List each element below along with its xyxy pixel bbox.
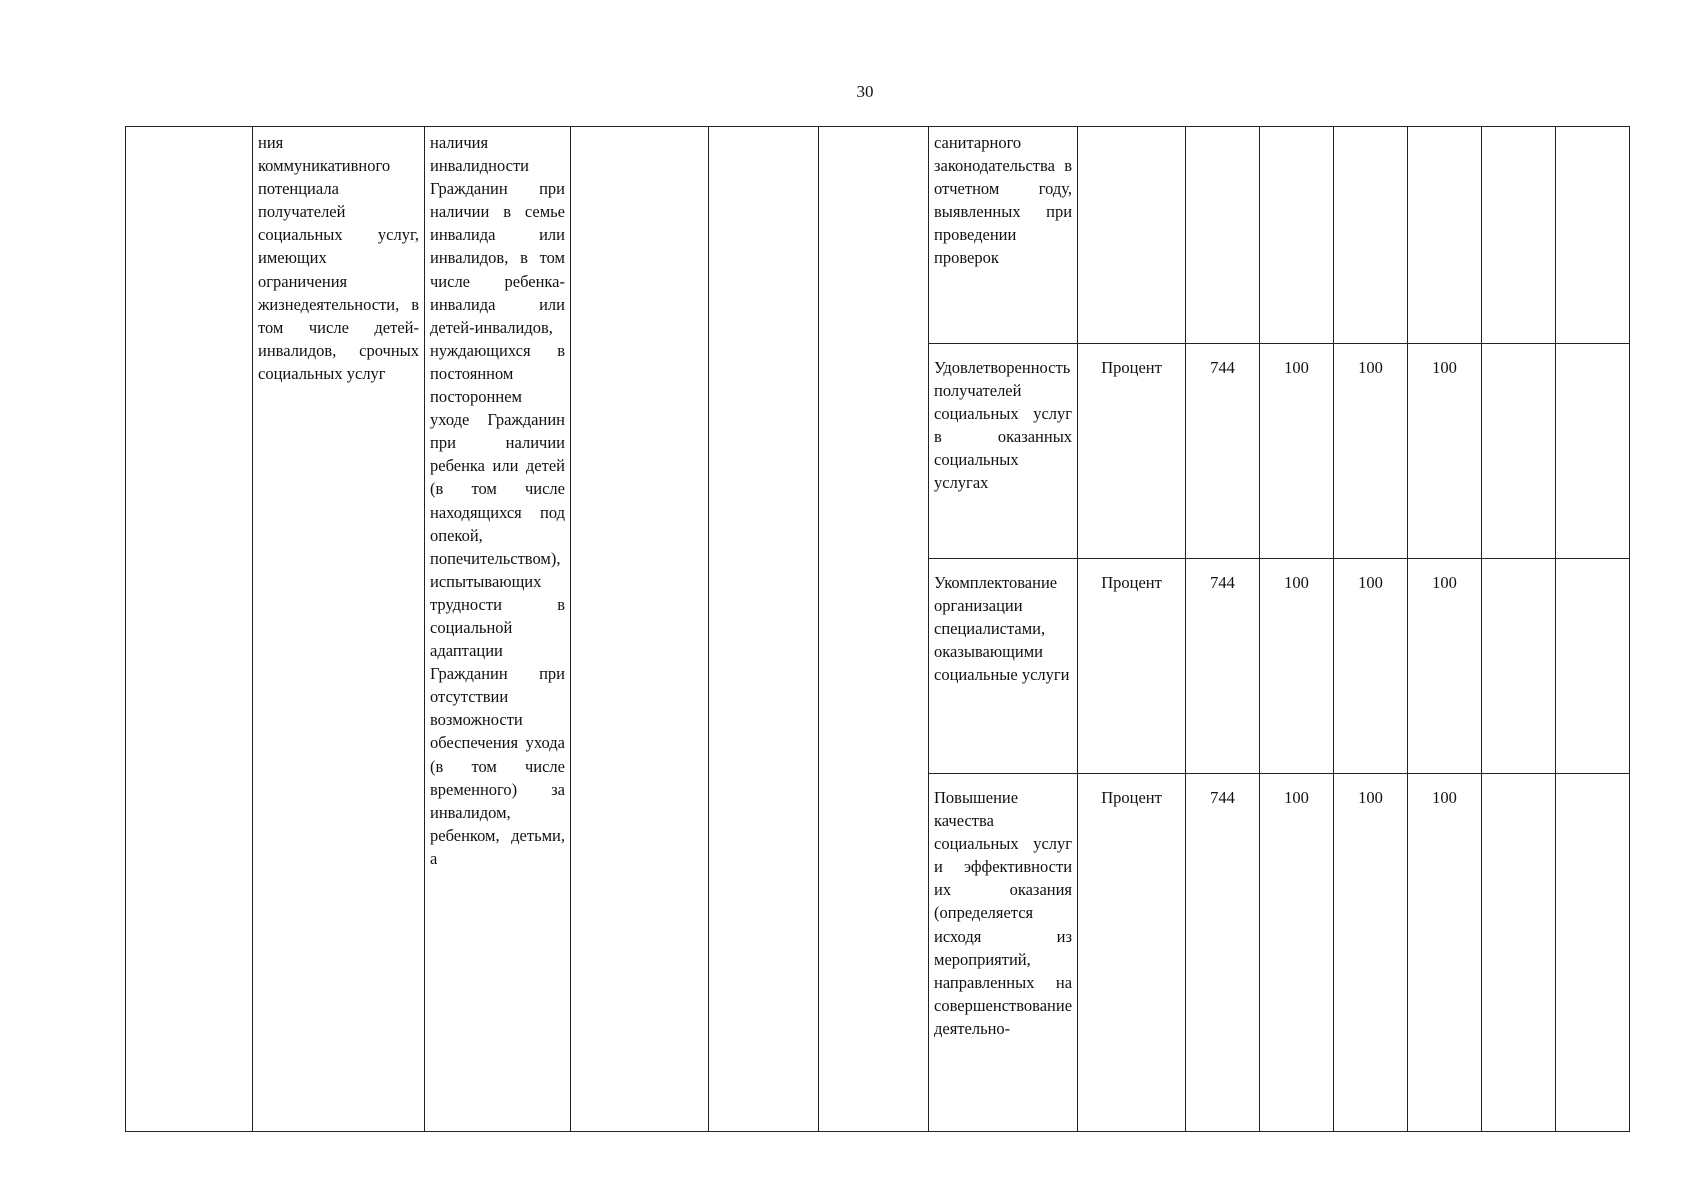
indicator-cell <box>929 344 1078 559</box>
okei-code-cell: 744 <box>1186 559 1260 774</box>
value-year2-cell: 100 <box>1334 559 1408 774</box>
value-year1-cell <box>1260 127 1334 344</box>
value-year3-cell <box>1408 127 1482 344</box>
okei-code-cell: 744 <box>1186 774 1260 1132</box>
deviation-absolute-cell <box>1556 344 1630 559</box>
col1-cell <box>126 127 253 1132</box>
unit-cell: Процент <box>1078 774 1186 1132</box>
deviation-percent-cell <box>1482 127 1556 344</box>
col5-cell <box>709 127 819 1132</box>
indicator-name: санитарного законодательства в отчетном году, выявленных при проведении проверок <box>934 133 1073 268</box>
value-year1-cell: 100 <box>1260 559 1334 774</box>
recipient-category-text: наличия инвалидности Гражданин при наличии в семье инвалида или инвалидов, в том числе ребенка-инвалида или детей-инвалидов, нуждающихся в постоянном постороннем уходе Гражданин при наличии ребенка или детей (в том числе находящихся под опекой, попечительством), испытывающих трудности в социальной адаптации Гражданин при отсутствии возможности обеспечения ухода (в том числе временного) за инвалидом, ребенком, детьми, а <box>430 133 565 868</box>
indicator-cell <box>929 559 1078 774</box>
col4-cell <box>571 127 709 1132</box>
unit-cell: Процент <box>1078 559 1186 774</box>
value-year1-cell: 100 <box>1260 774 1334 1132</box>
value-year2-cell: 100 <box>1334 344 1408 559</box>
indicators-table <box>125 126 1630 1132</box>
value-year3-cell: 100 <box>1408 559 1482 774</box>
deviation-percent-cell <box>1482 774 1556 1132</box>
value-year2-cell: 100 <box>1334 774 1408 1132</box>
indicator-name: Удовлетворенность получателей социальных услуг в оказанных социальных услугах <box>934 358 1073 493</box>
indicator-name: Повышение качества социальных услуг и эффективности их оказания (определяется исходя из мероприятий, направленных на совершенствование деятельно- <box>934 788 1073 1038</box>
unit-cell <box>1078 127 1186 344</box>
deviation-percent-cell <box>1482 559 1556 774</box>
value-year1-cell: 100 <box>1260 344 1334 559</box>
value-year3-cell: 100 <box>1408 774 1482 1132</box>
indicator-name: Укомплектование организации специалистами, оказывающими социальные услуги <box>934 573 1070 685</box>
indicator-cell <box>929 127 1078 344</box>
indicator-cell <box>929 774 1078 1132</box>
value-year3-cell: 100 <box>1408 344 1482 559</box>
deviation-absolute-cell <box>1556 774 1630 1132</box>
deviation-absolute-cell <box>1556 559 1630 774</box>
okei-code-cell: 744 <box>1186 344 1260 559</box>
recipient-category-cell <box>425 127 571 1132</box>
deviation-absolute-cell <box>1556 127 1630 344</box>
service-content-cell <box>253 127 425 1132</box>
deviation-percent-cell <box>1482 344 1556 559</box>
service-content-text: ния коммуникативного потенциала получателей социальных услуг, имеющих ограничения жизнедеятельности, в том числе детей-инвалидов, срочных социальных услуг <box>258 133 419 383</box>
table-row <box>126 127 1630 344</box>
page-number: 30 <box>856 82 874 101</box>
unit-cell: Процент <box>1078 344 1186 559</box>
value-year2-cell <box>1334 127 1408 344</box>
col6-cell <box>819 127 929 1132</box>
okei-code-cell <box>1186 127 1260 344</box>
